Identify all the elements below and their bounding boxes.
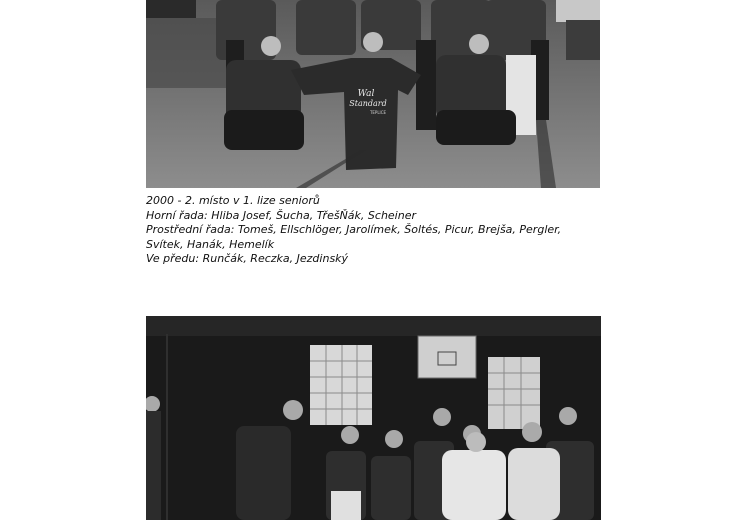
shirt-text-3: TEPLICE [369, 110, 387, 115]
caption-line-2: Horní řada: Hliba Josef, Šucha, TřešŇák, Scheiner [146, 208, 416, 222]
shirt-text-1: Wal [357, 89, 375, 99]
caption-line-5: Ve předu: Runčák, Reczka, Jezdinský [146, 252, 349, 266]
photo-caption [146, 194, 606, 267]
caption-line-3: Prostřední řada: Tomeš, Ellschlöger, Jarolímek, Šoltés, Picur, Brejša, Pergler, [146, 223, 562, 237]
caption-line-1: 2000 - 2. místo v 1. lize seniorů [146, 194, 320, 207]
caption-line-4: Svítek, Hanák, Hemelík [146, 237, 275, 251]
window-left [310, 345, 372, 425]
gym-ceremony-photo [146, 316, 601, 520]
shirt-text-2: Standard [349, 99, 387, 108]
window-right [488, 357, 540, 429]
backboard [418, 336, 476, 378]
team-photo-2000 [146, 0, 600, 188]
